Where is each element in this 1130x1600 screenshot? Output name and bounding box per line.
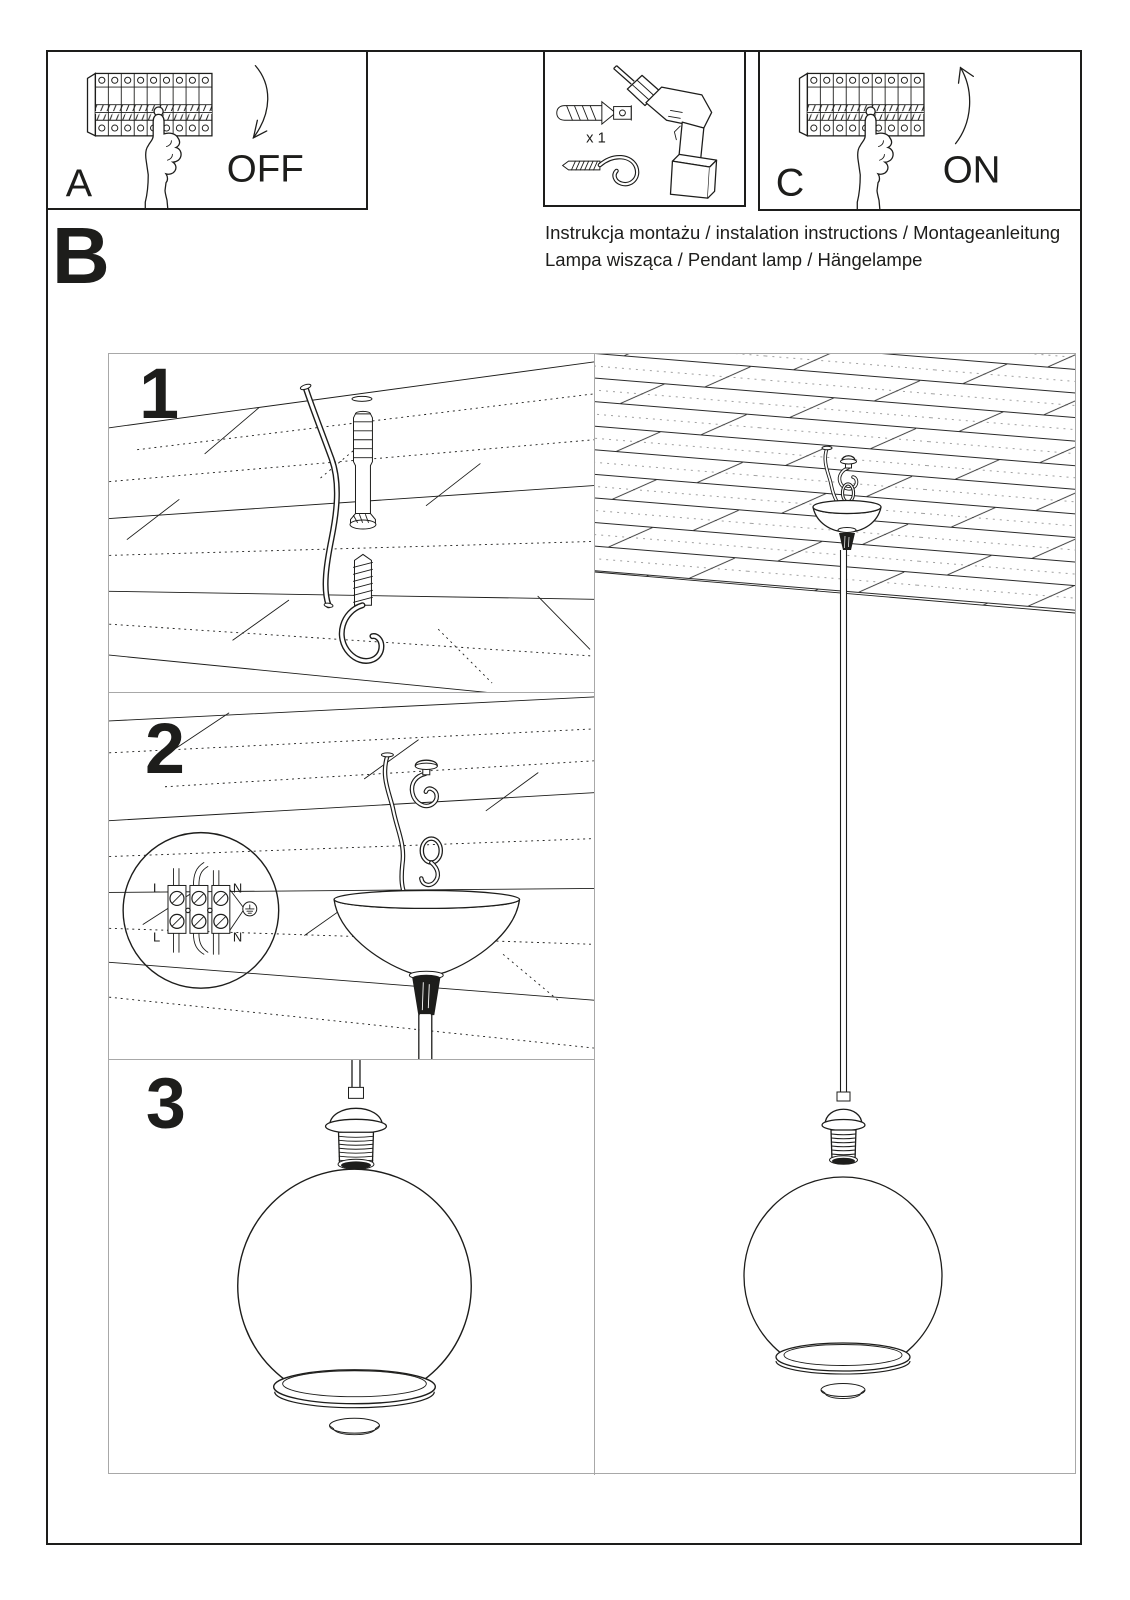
terminal-block	[168, 863, 257, 955]
section-b-label: B	[52, 211, 110, 300]
arrow-up-icon	[956, 68, 974, 144]
breaker-panel-c	[758, 50, 1082, 211]
step-number: 1	[139, 354, 180, 434]
ceiling-sketch	[595, 354, 1075, 613]
step2-panel	[109, 693, 595, 1060]
cord-drawing	[841, 550, 848, 1093]
cord-grip-cone	[412, 978, 440, 1015]
lamp-socket-drawing	[326, 1108, 387, 1169]
step-number: 3	[145, 1063, 186, 1144]
quantity-label: x 1	[586, 130, 606, 147]
circuit-breaker-icon	[800, 73, 924, 209]
cord-drawing	[349, 1060, 364, 1098]
glass-sphere-drawing	[744, 1177, 942, 1377]
live-label-bottom: L	[153, 929, 161, 945]
step-number: 2	[145, 708, 186, 789]
wall-plug-icon	[557, 102, 632, 124]
retaining-ring-drawing	[821, 1384, 865, 1399]
off-label: OFF	[226, 147, 304, 191]
arrow-down-icon	[253, 66, 267, 138]
hook-screw-icon	[563, 157, 637, 184]
breaker-panel-a	[46, 50, 368, 210]
step3-panel	[109, 1060, 595, 1475]
cord-drawing	[419, 1014, 432, 1059]
power-cable-drawing	[381, 753, 406, 899]
hook-screw-drawing	[342, 554, 382, 661]
step1-panel	[109, 354, 595, 693]
assembled-lamp-panel	[595, 354, 1075, 1473]
panel-a-label: A	[65, 161, 93, 206]
tools-box	[543, 50, 746, 207]
glass-sphere-drawing	[238, 1169, 472, 1409]
drill-icon	[614, 66, 717, 199]
title-line-2: Lampa wisząca / Pendant lamp / Hängelampe	[545, 249, 923, 270]
assembly-diagram	[108, 353, 1076, 1474]
power-cable-drawing	[300, 383, 337, 608]
lamp-socket-drawing	[822, 1092, 865, 1164]
ceiling-hole	[352, 396, 372, 401]
circuit-breaker-icon	[88, 73, 212, 208]
neutral-label-top: N	[232, 880, 243, 896]
canopy-drawing	[334, 890, 519, 1015]
title-line-1: Instrukcja montażu / instalation instructions / Montageanleitung	[545, 222, 1061, 243]
suspension-loop-drawing	[421, 839, 440, 885]
retaining-ring-drawing	[330, 1418, 380, 1434]
ceiling-hook-drawing	[412, 760, 437, 806]
wall-plug-drawing	[350, 411, 376, 529]
neutral-label-bottom: N	[232, 929, 243, 945]
header-titles	[545, 219, 1060, 273]
panel-c-label: C	[775, 160, 805, 205]
on-label: ON	[942, 148, 1001, 192]
live-label-top: L	[153, 880, 161, 896]
